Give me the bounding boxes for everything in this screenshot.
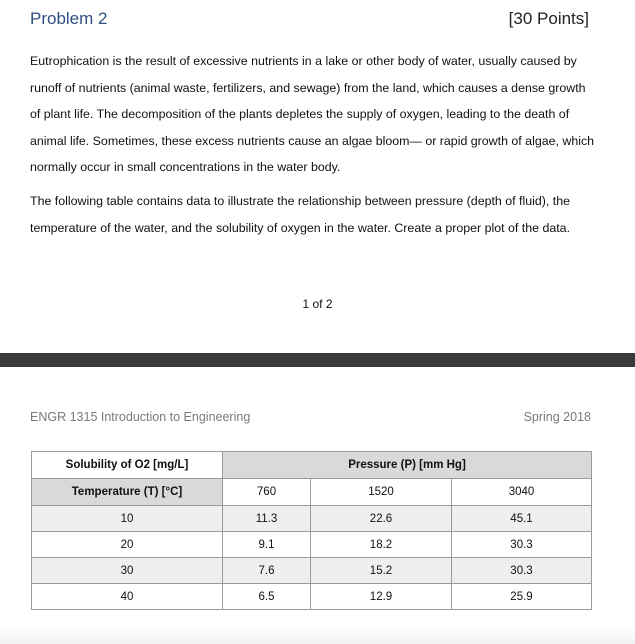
table-cell-temp: 40 — [32, 584, 223, 610]
table-row — [32, 558, 592, 584]
problem-title: Problem 2 — [30, 9, 108, 28]
table-cell-temp: 30 — [32, 558, 223, 584]
page-number: 1 of 2 — [302, 297, 333, 311]
page-divider — [0, 353, 635, 367]
course-header: ENGR 1315 Introduction to Engineering — [30, 410, 251, 424]
table-header-temperature: Temperature (T) [°C] — [32, 479, 223, 506]
table-cell: 22.6 — [311, 506, 452, 532]
table-cell: 30.3 — [452, 558, 592, 584]
table-row — [32, 506, 592, 532]
table-header-pressure: Pressure (P) [mm Hg] — [223, 452, 592, 479]
table-cell: 25.9 — [452, 584, 592, 610]
table-cell: 6.5 — [223, 584, 311, 610]
table-cell-temp: 10 — [32, 506, 223, 532]
table-cell: 18.2 — [311, 532, 452, 558]
table-pressure-3040: 3040 — [452, 479, 592, 506]
table-cell: 30.3 — [452, 532, 592, 558]
table-pressure-760: 760 — [223, 479, 311, 506]
table-row — [32, 532, 592, 558]
paragraph-eutrophication: Eutrophication is the result of excessive nutrients in a lake or other body of water, usually caused by runoff of nutrients (animal waste, fertilizers, and sewage) from the land, which causes a dense growth of plant life. The decomposition of the plants depletes the supply of oxygen, leading to the death of animal life. Sometimes, these excess nutrients cause an algae bloom— or rapid growth of algae, which normally occur in small concentrations in the water body. — [30, 54, 595, 174]
problem-points: [30 Points] — [508, 9, 589, 28]
table-row — [32, 584, 592, 610]
table-cell: 11.3 — [223, 506, 311, 532]
table-cell: 12.9 — [311, 584, 452, 610]
table-cell: 9.1 — [223, 532, 311, 558]
table-cell: 45.1 — [452, 506, 592, 532]
paragraph-table-intro: The following table contains data to illustrate the relationship between pressure (depth of fluid), the temperature of the water, and the solubility of oxygen in the water. Create a proper plot of the data. — [30, 194, 571, 235]
table-cell: 7.6 — [223, 558, 311, 584]
table-corner-solubility: Solubility of O2 [mg/L] — [32, 452, 223, 479]
table-pressure-1520: 1520 — [311, 479, 452, 506]
table-cell: 15.2 — [311, 558, 452, 584]
solubility-table — [31, 451, 592, 610]
viewer-bottom-edge — [0, 626, 635, 644]
term-header: Spring 2018 — [523, 410, 591, 424]
table-cell-temp: 20 — [32, 532, 223, 558]
